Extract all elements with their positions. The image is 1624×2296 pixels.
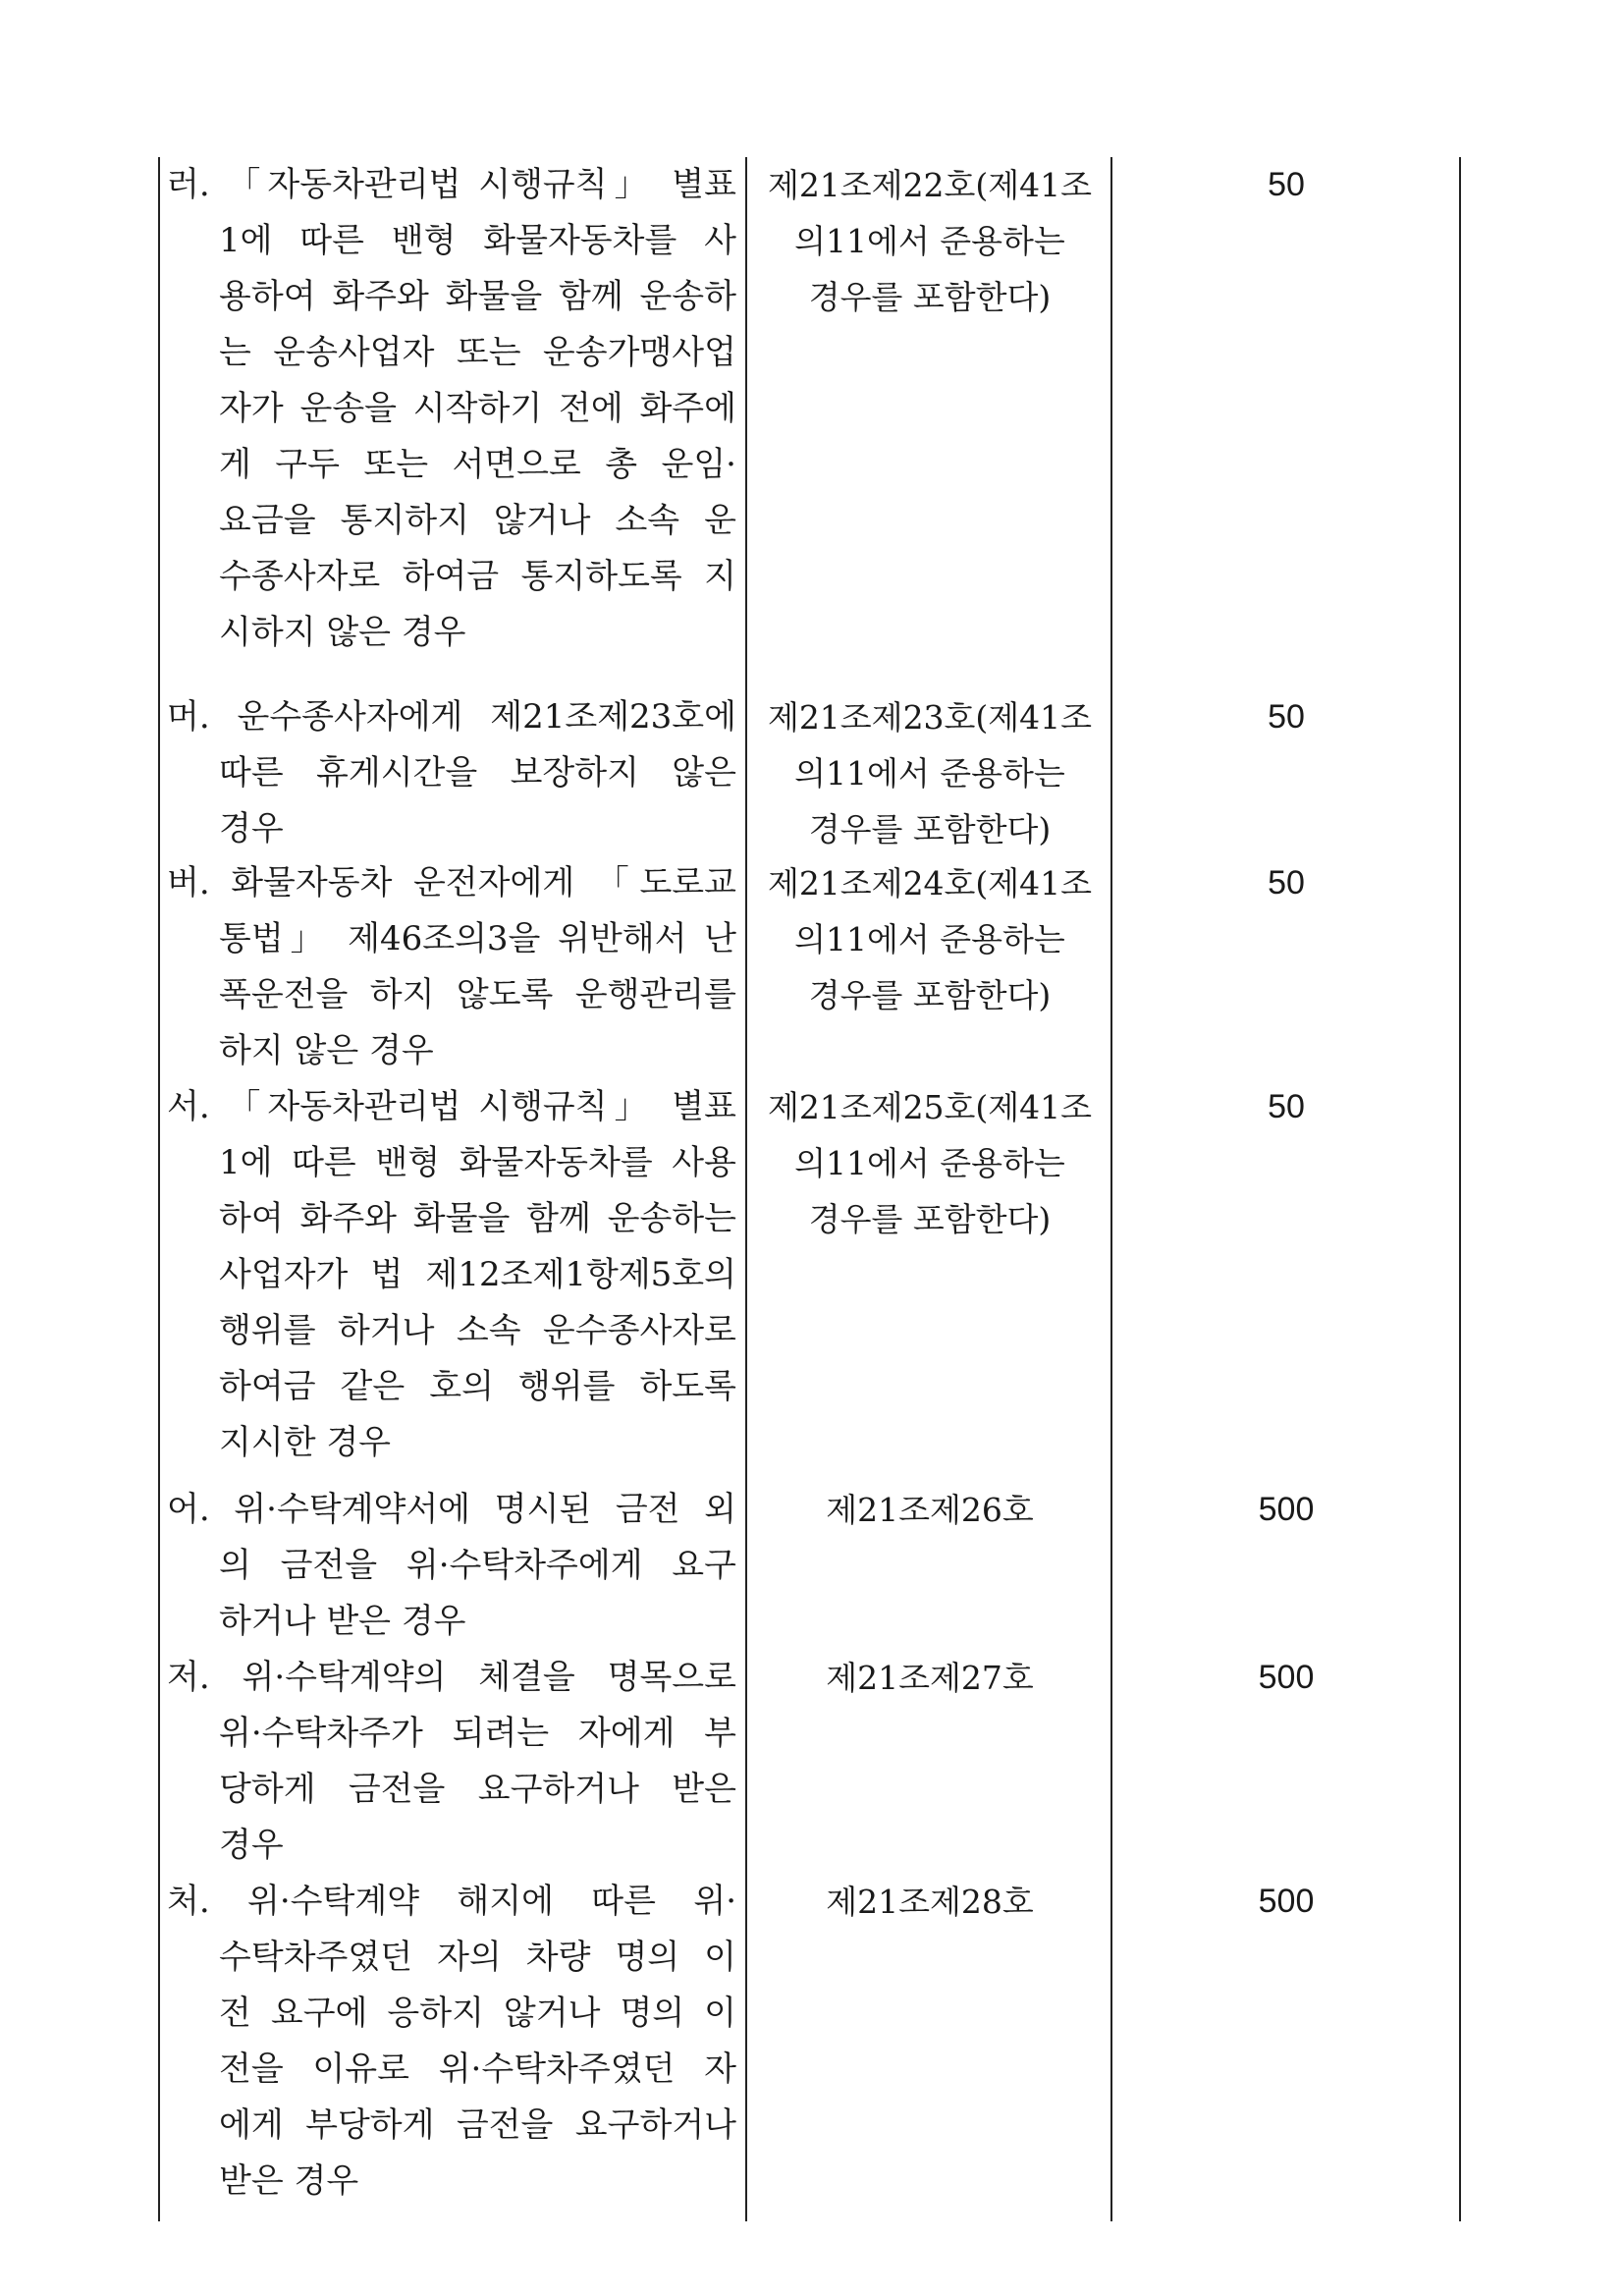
penalty-amount: 50 — [1268, 864, 1305, 902]
desc-line: 처. 위·수탁계약 해지에 따른 위· — [167, 1882, 736, 1921]
penalty-amount: 500 — [1258, 1491, 1315, 1528]
violation-description — [167, 689, 736, 857]
violation-description — [167, 1079, 736, 1471]
desc-line: 사업자가 법 제12조제1항제5호의 — [219, 1255, 736, 1294]
desc-line: 받은 경우 — [219, 2161, 359, 2201]
legal-basis — [756, 1482, 1104, 1538]
desc-line: 게 구두 또는 서면으로 총 운임· — [219, 445, 736, 484]
law-line: 경우를 포함한다) — [808, 278, 1052, 316]
desc-line: 용하여 화주와 화물을 함께 운송하 — [219, 277, 736, 316]
desc-line: 경우 — [219, 809, 284, 848]
law-line: 제21조제28호 — [826, 1883, 1034, 1921]
desc-line: 하거나 받은 경우 — [219, 1602, 466, 1641]
legal-basis — [756, 1650, 1104, 1706]
law-line: 의11에서 준용하는 — [794, 222, 1065, 260]
desc-line: 당하게 금전을 요구하거나 받은 — [219, 1770, 736, 1809]
penalty-amount: 50 — [1268, 166, 1305, 203]
column-divider-2 — [1110, 157, 1112, 2221]
law-line: 제21조제24호(제41조 — [767, 864, 1093, 902]
law-line: 제21조제27호 — [826, 1659, 1034, 1697]
table-border-left — [158, 157, 160, 2221]
desc-line: 수종사자로 하여금 통지하도록 지 — [219, 557, 736, 596]
desc-line: 어. 위·수탁계약서에 명시된 금전 외 — [167, 1490, 736, 1529]
desc-line: 지시한 경우 — [219, 1423, 392, 1462]
law-line: 의11에서 준용하는 — [794, 754, 1065, 793]
desc-line: 하여 화주와 화물을 함께 운송하는 — [219, 1199, 736, 1238]
violation-description — [167, 1482, 736, 1650]
law-line: 의11에서 준용하는 — [794, 1144, 1065, 1182]
violation-description — [167, 1650, 736, 1874]
desc-line: 전 요구에 응하지 않거나 명의 이 — [219, 1994, 736, 2033]
desc-line: 1에 따른 밴형 화물자동차를 사 — [219, 221, 736, 260]
violation-description — [167, 855, 736, 1079]
desc-line: 머. 운수종사자에게 제21조제23호에 — [167, 697, 736, 737]
penalty-amount: 500 — [1258, 1659, 1315, 1696]
penalty-amount: 500 — [1258, 1883, 1315, 1920]
legal-basis — [756, 689, 1104, 857]
legal-basis — [756, 1079, 1104, 1247]
violation-description — [167, 1874, 736, 2210]
desc-line: 행위를 하거나 소속 운수종사자로 — [219, 1311, 736, 1350]
law-line: 제21조제22호(제41조 — [767, 166, 1093, 204]
law-line: 경우를 포함한다) — [808, 1200, 1052, 1238]
desc-line: 시하지 않은 경우 — [219, 613, 466, 652]
desc-line: 경우 — [219, 1826, 284, 1865]
violation-description — [167, 157, 736, 661]
law-line: 제21조제23호(제41조 — [767, 698, 1093, 737]
desc-line: 전을 이유로 위·수탁차주였던 자 — [219, 2050, 736, 2089]
desc-line: 서. 「자동차관리법 시행규칙」 별표 — [167, 1087, 736, 1126]
desc-line: 위·수탁차주가 되려는 자에게 부 — [219, 1714, 736, 1753]
penalty-amount: 50 — [1268, 1088, 1305, 1125]
desc-line: 에게 부당하게 금전을 요구하거나 — [219, 2105, 736, 2145]
desc-line: 는 운송사업자 또는 운송가맹사업 — [219, 333, 736, 372]
desc-line: 1에 따른 밴형 화물자동차를 사용 — [219, 1143, 736, 1182]
law-line: 제21조제25호(제41조 — [767, 1088, 1093, 1126]
desc-line: 저. 위·수탁계약의 체결을 명목으로 — [167, 1658, 736, 1697]
law-line: 경우를 포함한다) — [808, 976, 1052, 1014]
law-line: 의11에서 준용하는 — [794, 920, 1065, 958]
column-divider-1 — [745, 157, 747, 2221]
desc-line: 러. 「자동차관리법 시행규칙」 별표 — [167, 165, 736, 204]
law-line: 제21조제26호 — [826, 1491, 1034, 1529]
desc-line: 버. 화물자동차 운전자에게 「도로교 — [167, 863, 736, 902]
penalty-amount: 50 — [1268, 698, 1305, 736]
desc-line: 폭운전을 하지 않도록 운행관리를 — [219, 975, 736, 1014]
legal-basis — [756, 157, 1104, 325]
desc-line: 요금을 통지하지 않거나 소속 운 — [219, 501, 736, 540]
legal-basis — [756, 1874, 1104, 1930]
desc-line: 의 금전을 위·수탁차주에게 요구 — [219, 1546, 736, 1585]
desc-line: 자가 운송을 시작하기 전에 화주에 — [219, 389, 736, 428]
table-border-right — [1459, 157, 1461, 2221]
desc-line: 통법」 제46조의3을 위반해서 난 — [219, 919, 736, 958]
desc-line: 수탁차주였던 자의 차량 명의 이 — [219, 1938, 736, 1977]
desc-line: 하여금 같은 호의 행위를 하도록 — [219, 1367, 736, 1406]
legal-basis — [756, 855, 1104, 1023]
law-line: 경우를 포함한다) — [808, 810, 1052, 848]
desc-line: 하지 않은 경우 — [219, 1031, 434, 1070]
desc-line: 따른 휴게시간을 보장하지 않은 — [219, 753, 736, 793]
